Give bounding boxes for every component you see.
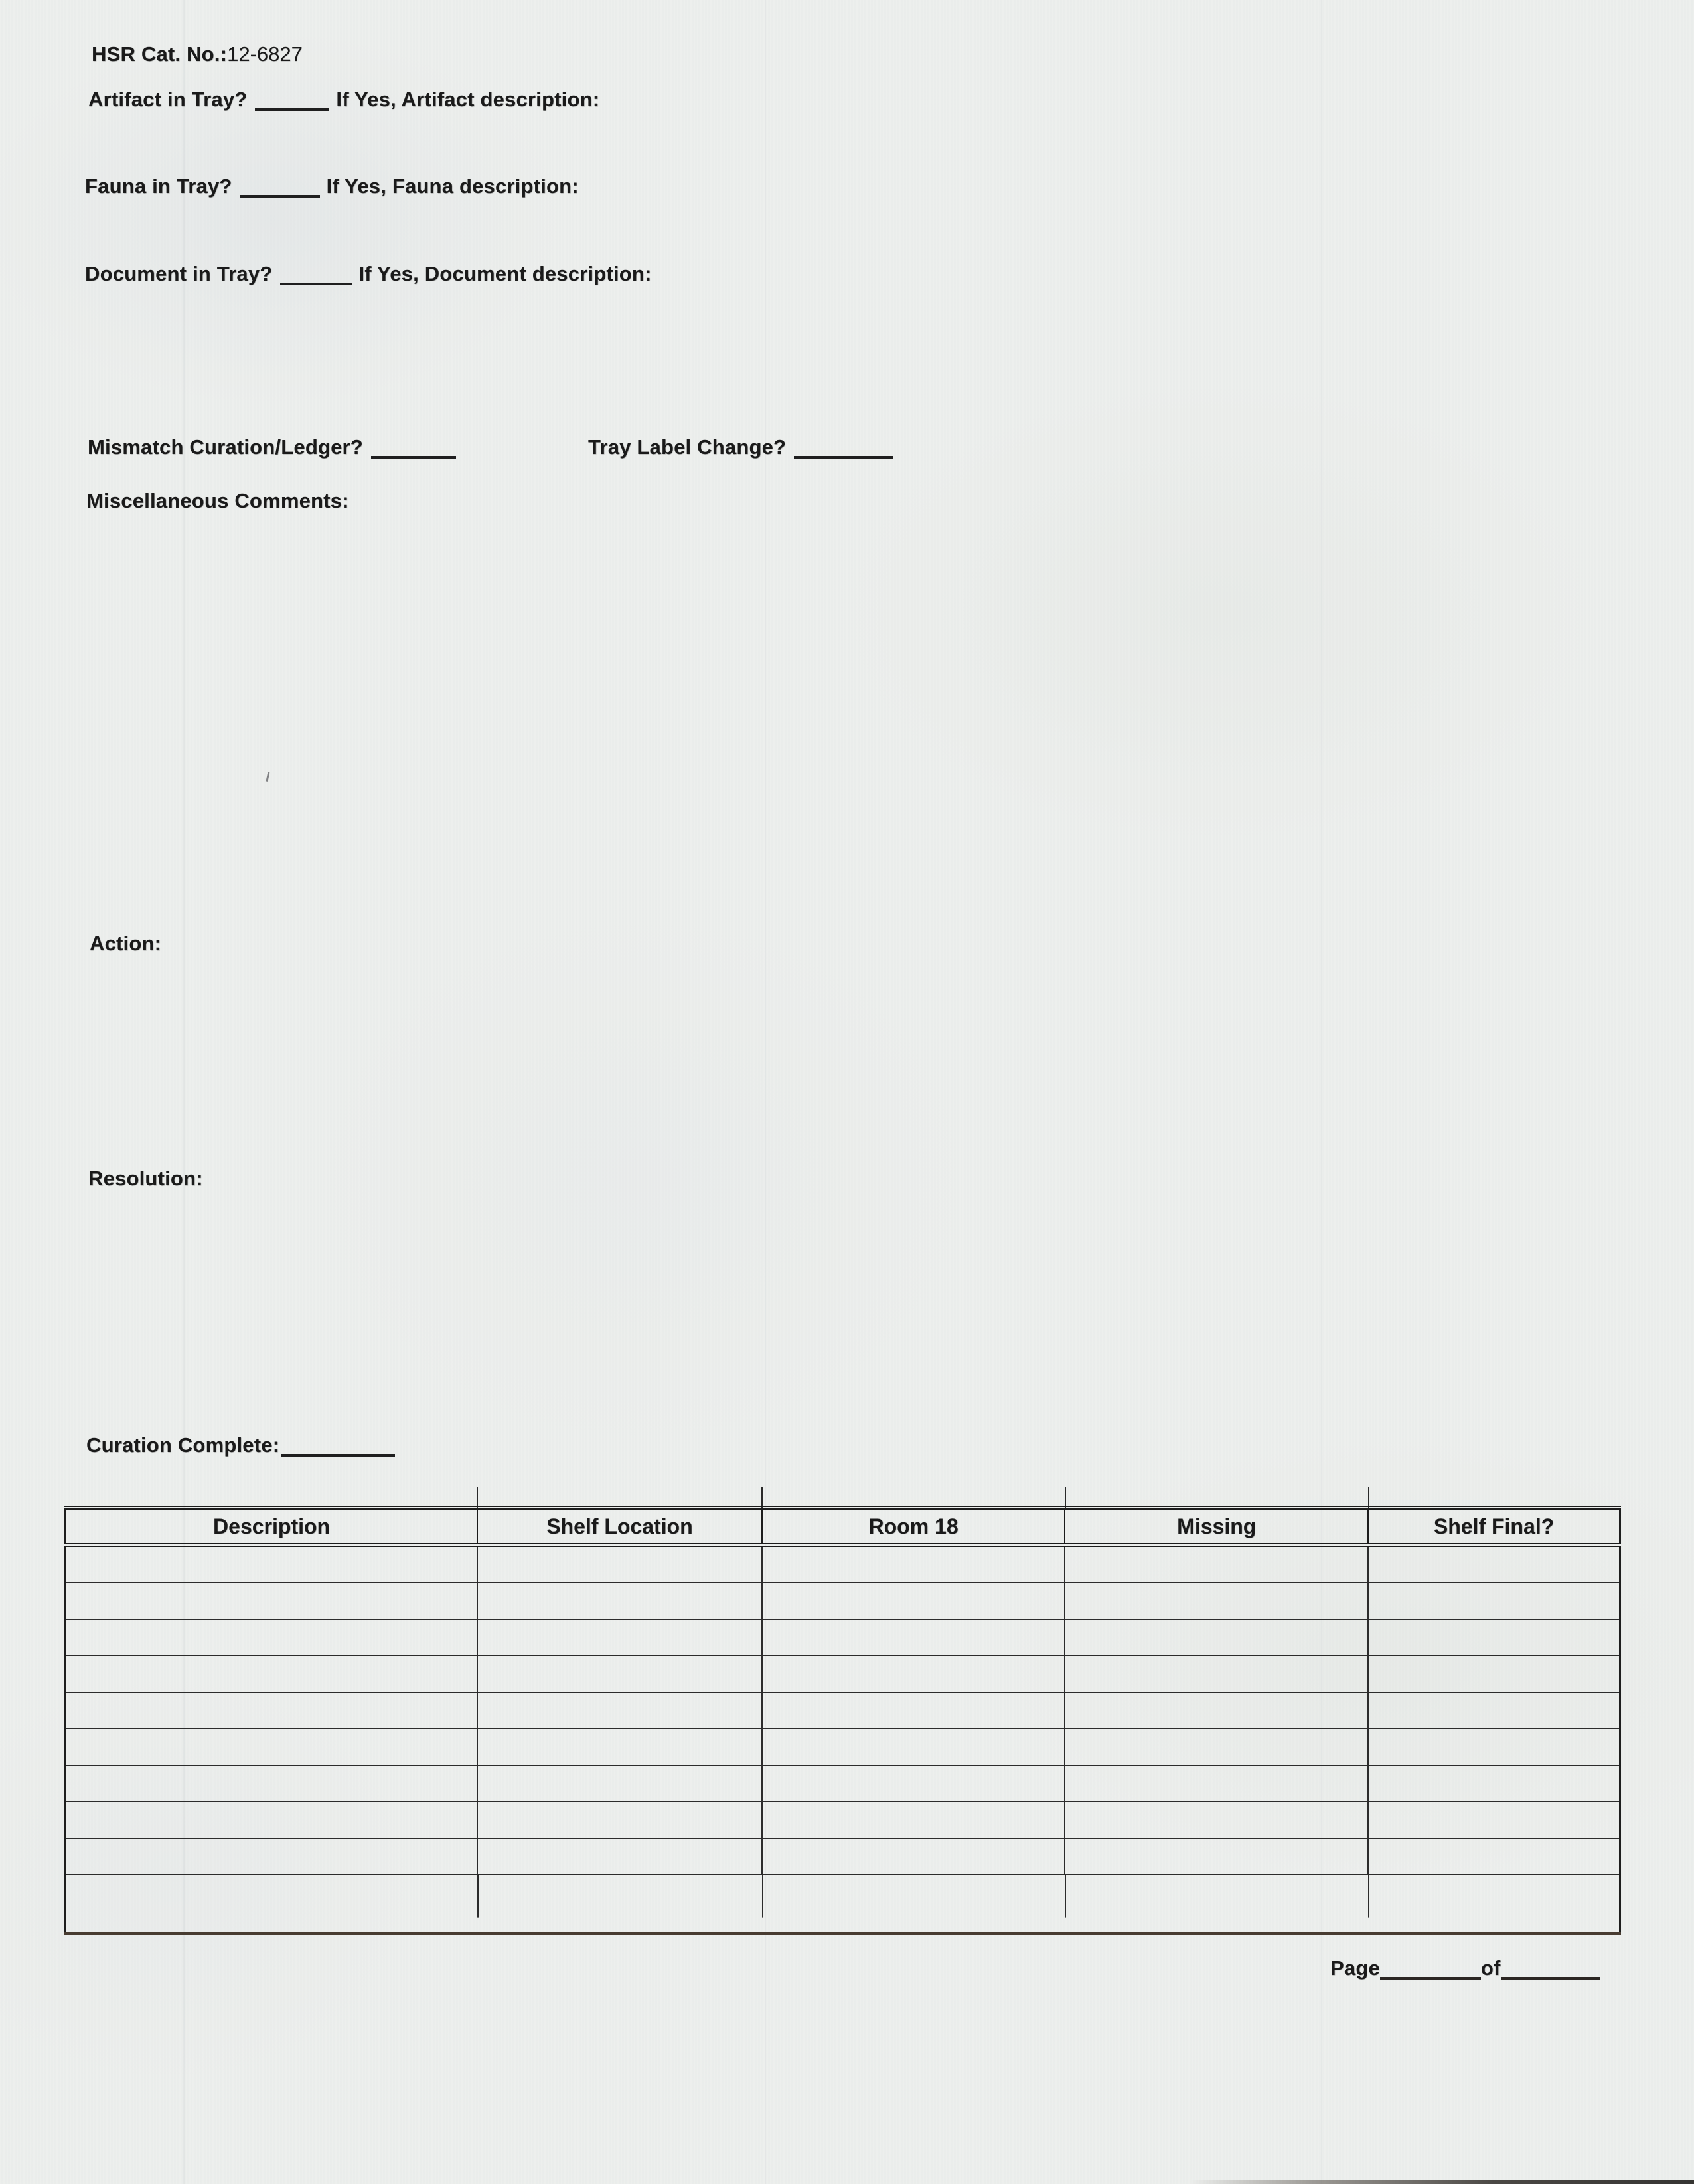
- inventory-cell[interactable]: [1368, 1692, 1620, 1729]
- inventory-cell[interactable]: [477, 1729, 762, 1765]
- inventory-row: [66, 1802, 1620, 1838]
- page-footer: [1330, 1955, 1600, 1980]
- of-label: of: [1480, 1956, 1501, 1980]
- inventory-cell[interactable]: [1065, 1545, 1368, 1583]
- inventory-cell[interactable]: [1065, 1656, 1368, 1692]
- inventory-header-row: [66, 1508, 1620, 1545]
- catalog-number: 12-6827: [227, 42, 303, 66]
- column-tick: [1368, 1487, 1369, 1508]
- inventory-cell[interactable]: [1065, 1875, 1368, 1934]
- column-tick: [1065, 1487, 1066, 1508]
- inventory-cell[interactable]: [477, 1692, 762, 1729]
- inventory-cell[interactable]: [1065, 1765, 1368, 1802]
- inventory-cell[interactable]: [1065, 1619, 1368, 1656]
- inventory-cell[interactable]: [762, 1838, 1065, 1875]
- inventory-cell[interactable]: [1065, 1802, 1368, 1838]
- inventory-cell[interactable]: [66, 1729, 478, 1765]
- inventory-cell[interactable]: [762, 1875, 1065, 1934]
- inventory-cell[interactable]: [66, 1765, 478, 1802]
- column-header-shelf-location: Shelf Location: [477, 1508, 762, 1545]
- tray-label-change-group: [588, 434, 900, 459]
- page-total-blank[interactable]: [1501, 1960, 1600, 1980]
- curation-complete-blank[interactable]: [281, 1437, 395, 1457]
- inventory-cell[interactable]: [1368, 1619, 1620, 1656]
- inventory-cell[interactable]: [1065, 1583, 1368, 1619]
- misc-comments-line: [86, 489, 349, 513]
- inventory-cell[interactable]: [66, 1545, 478, 1583]
- column-header-room-18: Room 18: [762, 1508, 1065, 1545]
- fauna-followup-label: If Yes, Fauna description:: [326, 175, 579, 198]
- misc-comments-label: Miscellaneous Comments:: [86, 489, 349, 512]
- fauna-question-label: Fauna in Tray?: [85, 175, 232, 198]
- inventory-cell[interactable]: [477, 1619, 762, 1656]
- inventory-cell[interactable]: [1368, 1656, 1620, 1692]
- inventory-cell[interactable]: [762, 1692, 1065, 1729]
- document-question-label: Document in Tray?: [85, 262, 273, 285]
- inventory-cell[interactable]: [66, 1802, 478, 1838]
- inventory-row: [66, 1545, 1620, 1583]
- column-header-missing: Missing: [1065, 1508, 1368, 1545]
- scan-smear: [1190, 2180, 1694, 2184]
- fauna-question-line: [85, 173, 579, 198]
- inventory-cell[interactable]: [66, 1656, 478, 1692]
- tray-label-change-label: Tray Label Change?: [588, 435, 787, 459]
- inventory-cell[interactable]: [1065, 1838, 1368, 1875]
- inventory-cell[interactable]: [1368, 1875, 1620, 1934]
- inventory-cell[interactable]: [1368, 1838, 1620, 1875]
- artifact-question-label: Artifact in Tray?: [88, 88, 248, 111]
- inventory-cell[interactable]: [1368, 1545, 1620, 1583]
- inventory-table-wrap: [64, 1506, 1621, 1935]
- page-number-blank[interactable]: [1380, 1960, 1481, 1980]
- tray-label-change-blank[interactable]: [794, 439, 893, 459]
- action-label: Action:: [90, 932, 162, 955]
- inventory-cell[interactable]: [1368, 1583, 1620, 1619]
- mismatch-question-label: Mismatch Curation/Ledger?: [88, 435, 363, 459]
- inventory-cell[interactable]: [762, 1765, 1065, 1802]
- column-header-shelf-final: Shelf Final?: [1368, 1508, 1620, 1545]
- catalog-line: [92, 42, 303, 66]
- resolution-line: [88, 1167, 203, 1191]
- inventory-row: [66, 1656, 1620, 1692]
- inventory-cell[interactable]: [1065, 1692, 1368, 1729]
- artifact-answer-blank[interactable]: [255, 91, 329, 111]
- document-answer-blank[interactable]: [280, 265, 352, 285]
- inventory-row: [66, 1838, 1620, 1875]
- document-question-line: [85, 261, 652, 286]
- curation-complete-label: Curation Complete:: [86, 1433, 280, 1457]
- mismatch-line: [88, 434, 1614, 459]
- inventory-cell[interactable]: [762, 1619, 1065, 1656]
- artifact-followup-label: If Yes, Artifact description:: [336, 88, 600, 111]
- ink-speck: [266, 772, 270, 782]
- inventory-cell[interactable]: [762, 1729, 1065, 1765]
- inventory-cell[interactable]: [477, 1802, 762, 1838]
- resolution-label: Resolution:: [88, 1167, 203, 1190]
- inventory-cell[interactable]: [762, 1583, 1065, 1619]
- column-header-description: Description: [66, 1508, 478, 1545]
- inventory-cell[interactable]: [1368, 1765, 1620, 1802]
- inventory-cell[interactable]: [1065, 1729, 1368, 1765]
- inventory-cell[interactable]: [762, 1802, 1065, 1838]
- artifact-question-line: [88, 86, 599, 111]
- inventory-cell[interactable]: [477, 1545, 762, 1583]
- inventory-cell[interactable]: [477, 1875, 762, 1934]
- document-followup-label: If Yes, Document description:: [358, 262, 652, 285]
- inventory-cell[interactable]: [66, 1583, 478, 1619]
- inventory-row: [66, 1729, 1620, 1765]
- inventory-cell[interactable]: [477, 1838, 762, 1875]
- inventory-row: [66, 1619, 1620, 1656]
- column-tick: [477, 1487, 478, 1508]
- fauna-answer-blank[interactable]: [240, 178, 320, 198]
- inventory-row: [66, 1765, 1620, 1802]
- action-line: [90, 932, 161, 956]
- inventory-row: [66, 1692, 1620, 1729]
- inventory-cell[interactable]: [477, 1656, 762, 1692]
- inventory-cell[interactable]: [66, 1692, 478, 1729]
- inventory-table: [64, 1506, 1621, 1935]
- mismatch-answer-blank[interactable]: [371, 439, 456, 459]
- inventory-row: [66, 1583, 1620, 1619]
- inventory-cell[interactable]: [1368, 1802, 1620, 1838]
- column-tick: [761, 1487, 763, 1508]
- inventory-cell[interactable]: [1368, 1729, 1620, 1765]
- inventory-cell[interactable]: [66, 1875, 478, 1934]
- inventory-cell[interactable]: [762, 1656, 1065, 1692]
- inventory-cell[interactable]: [66, 1838, 478, 1875]
- curation-complete-line: [86, 1432, 395, 1457]
- catalog-label: HSR Cat. No.:: [92, 42, 228, 66]
- page-label: Page: [1330, 1956, 1380, 1980]
- inventory-cell[interactable]: [477, 1765, 762, 1802]
- inventory-row: [66, 1875, 1620, 1934]
- inventory-cell[interactable]: [762, 1545, 1065, 1583]
- inventory-cell[interactable]: [66, 1619, 478, 1656]
- inventory-cell[interactable]: [477, 1583, 762, 1619]
